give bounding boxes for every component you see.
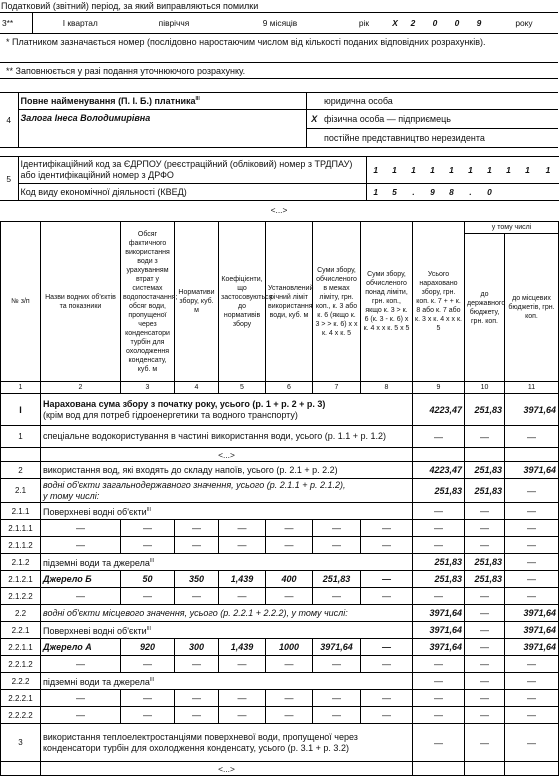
payer-opt2[interactable]: фізична особа — підприємець: [322, 110, 558, 129]
value-cell: 400: [266, 571, 313, 588]
value-cell: —: [175, 588, 219, 605]
code-digit: 1: [423, 157, 442, 184]
value-cell: —: [175, 656, 219, 673]
row-number: 2.1.2: [1, 554, 41, 571]
amount-cell: [413, 448, 465, 462]
value-cell: —: [175, 537, 219, 554]
main-table: [0, 221, 559, 776]
amount-cell: —: [413, 690, 465, 707]
row-description: Джерело Б: [41, 571, 121, 588]
amount-cell: —: [465, 588, 505, 605]
row-number: 2.2.1.2: [1, 656, 41, 673]
amount-cell: —: [465, 622, 505, 639]
col-number: 4: [175, 382, 219, 394]
ids-row-num: 5: [0, 157, 18, 201]
amount-cell: —: [505, 537, 559, 554]
row-description: —: [41, 707, 121, 724]
amount-cell: 3971,64: [413, 639, 465, 656]
value-cell: —: [121, 520, 175, 537]
row-description: —: [41, 656, 121, 673]
amount-cell: —: [465, 605, 505, 622]
ids-kved-label: Код виду економічної діяльності (КВЕД): [18, 184, 366, 201]
amount-cell: —: [505, 571, 559, 588]
col-number: 10: [465, 382, 505, 394]
value-cell: —: [266, 707, 313, 724]
row-number: I: [1, 394, 41, 426]
row-description: [41, 462, 413, 479]
amount-cell: [413, 762, 465, 776]
value-cell: —: [361, 707, 413, 724]
row-description: [41, 479, 413, 503]
col-header: Установлений річний ліміт використання води, куб. м: [266, 222, 313, 382]
value-cell: —: [175, 707, 219, 724]
amount-cell: 251,83: [465, 571, 505, 588]
amount-cell: 3971,64: [505, 462, 559, 479]
col-header: Назви водних об'єктів та показники: [41, 222, 121, 382]
period-half[interactable]: півріччя: [158, 18, 190, 28]
amount-cell: —: [505, 554, 559, 571]
row-number: 2.1: [1, 479, 41, 503]
col-number: 8: [361, 382, 413, 394]
value-cell: —: [361, 690, 413, 707]
year-digit: 2: [410, 18, 416, 28]
row-description-subtext: у тому числі:: [43, 490, 100, 501]
table-row: [1, 479, 559, 503]
amount-cell: 4223,47: [413, 394, 465, 426]
row-description: [41, 554, 413, 571]
amount-cell: —: [505, 707, 559, 724]
value-cell: —: [121, 656, 175, 673]
footnote-mark: III: [149, 676, 155, 683]
value-cell: —: [175, 690, 219, 707]
payer-name-label-text: Повне найменування (П. І. Б.) платника: [20, 96, 196, 106]
row-number: 2: [1, 462, 41, 479]
row-description-text: водні об'єкти місцевого значення, усього (р. 2.2.1 + 2.2.2), у тому числі:: [43, 607, 348, 618]
amount-cell: 3971,64: [505, 622, 559, 639]
value-cell: —: [313, 537, 361, 554]
year-digit: 0: [432, 18, 438, 28]
table-row: [1, 639, 559, 656]
row-description-text: Нарахована сума збору з початку року, усього (р. 1 + р. 2 + р. 3): [43, 398, 326, 409]
value-cell: —: [219, 656, 266, 673]
value-cell: —: [361, 571, 413, 588]
kved-digit: 9: [423, 184, 442, 201]
code-digit: 1: [461, 157, 480, 184]
row-description: —: [41, 588, 121, 605]
amount-cell: 251,83: [465, 394, 505, 426]
col-number: 6: [266, 382, 313, 394]
amount-cell: 3971,64: [413, 605, 465, 622]
amount-cell: —: [465, 426, 505, 448]
amount-cell: 251,83: [465, 479, 505, 503]
period-year-mark[interactable]: X: [392, 18, 398, 28]
col-number: 3: [121, 382, 175, 394]
table-body: [1, 394, 559, 776]
col-number: 9: [413, 382, 465, 394]
row-number: 3: [1, 724, 41, 762]
value-cell: 1,439: [219, 571, 266, 588]
section-ellipsis: <...>: [270, 205, 288, 215]
value-cell: —: [361, 520, 413, 537]
value-cell: —: [361, 588, 413, 605]
amount-cell: —: [413, 537, 465, 554]
amount-cell: —: [505, 503, 559, 520]
note-2: ** Заповнюється у разі подання уточнюючого розрахунку.: [6, 66, 246, 76]
payer-name-label: [18, 93, 306, 110]
value-cell: —: [313, 690, 361, 707]
table-row: [1, 462, 559, 479]
row-description: Джерело А: [41, 639, 121, 656]
amount-cell: —: [505, 479, 559, 503]
amount-cell: —: [465, 537, 505, 554]
amount-cell: —: [465, 707, 505, 724]
table-row: [1, 690, 559, 707]
row-number: 2.1.2.1: [1, 571, 41, 588]
value-cell: —: [313, 707, 361, 724]
row-description-subtext: (крім вод для потреб гідроенергетики та водного транспорту): [43, 409, 298, 420]
row-number: 2.2.2.2: [1, 707, 41, 724]
table-row: [1, 622, 559, 639]
value-cell: —: [219, 520, 266, 537]
note-1: * Платником зазначається номер (послідовно наростаючим числом від кількості поданих відповідних розрахунків).: [6, 37, 486, 47]
value-cell: —: [121, 707, 175, 724]
row-description: [41, 622, 413, 639]
row-description-text: використання вод, які входять до складу напоїв, усього (р. 2.1 + р. 2.2): [43, 464, 338, 475]
period-row: [0, 13, 558, 33]
row-description: [41, 724, 413, 762]
table-row: [1, 503, 559, 520]
amount-cell: —: [413, 724, 465, 762]
col-header: № з/п: [1, 222, 41, 382]
table-row: [1, 605, 559, 622]
amount-cell: —: [505, 724, 559, 762]
amount-cell: —: [413, 588, 465, 605]
col-number: 11: [505, 382, 559, 394]
table-row: [1, 724, 559, 762]
amount-cell: —: [465, 656, 505, 673]
row-description: [41, 394, 413, 426]
amount-cell: 251,83: [413, 479, 465, 503]
amount-cell: [505, 448, 559, 462]
row-description-text: спеціальне водокористування в частині використання води, усього (р. 1.1 + р. 1.2): [43, 431, 387, 441]
kved-digit: 1: [366, 184, 385, 201]
table-row: [1, 673, 559, 690]
col-number: 5: [219, 382, 266, 394]
amount-cell: —: [465, 673, 505, 690]
col-number: 2: [41, 382, 121, 394]
row-description: [41, 605, 413, 622]
kved-digit: 5: [385, 184, 404, 201]
kved-digit: .: [404, 184, 423, 201]
payer-table: [0, 92, 558, 148]
value-cell: 300: [175, 639, 219, 656]
amount-cell: 3971,64: [413, 622, 465, 639]
row-description: [41, 503, 413, 520]
row-number: 2.2.1: [1, 622, 41, 639]
code-digit: 1: [442, 157, 461, 184]
row-description: —: [41, 520, 121, 537]
amount-cell: —: [505, 426, 559, 448]
value-cell: —: [121, 537, 175, 554]
payer-name-value[interactable]: Залога Інеса Володимирівна: [18, 110, 306, 148]
row-number: 2.2.2: [1, 673, 41, 690]
payer-name-sup: III: [195, 96, 200, 102]
in-total-header: у тому числі: [465, 222, 559, 234]
kved-digit: .: [461, 184, 480, 201]
col-header: Усього нараховано збору, грн. коп. к. 7 + + к. 8 або к. 7 або к. 3 x к. 4 x x к. 5: [413, 222, 465, 382]
value-cell: 1000: [266, 639, 313, 656]
value-cell: —: [175, 520, 219, 537]
value-cell: 50: [121, 571, 175, 588]
payer-row-num: 4: [0, 93, 18, 148]
ids-table: [0, 156, 559, 201]
kved-digit: 8: [442, 184, 461, 201]
code-digit: 1: [480, 157, 499, 184]
row-description: [41, 426, 413, 448]
value-cell: —: [121, 690, 175, 707]
code-digit: 1: [404, 157, 423, 184]
value-cell: —: [219, 707, 266, 724]
amount-cell: 251,83: [413, 571, 465, 588]
ellipsis-row: [1, 762, 559, 776]
row-description-text: Поверхневі водні об'єкти: [43, 506, 147, 517]
value-cell: —: [361, 656, 413, 673]
amount-cell: 3971,64: [505, 639, 559, 656]
row-description: —: [41, 690, 121, 707]
value-cell: 3971,64: [313, 639, 361, 656]
col-number: 7: [313, 382, 361, 394]
table-row: [1, 426, 559, 448]
value-cell: —: [219, 537, 266, 554]
period-row-num: 3**: [0, 13, 32, 33]
col-number: 1: [1, 382, 41, 394]
col-header: Обсяг фактичного використання води з урахуванням втрат у системах водопостачання; обсяг води, пропущеної через конденсатори турбін для охолодження конденсату, куб. м: [121, 222, 175, 382]
value-cell: —: [266, 656, 313, 673]
amount-cell: —: [505, 656, 559, 673]
amount-cell: —: [505, 673, 559, 690]
value-cell: —: [313, 656, 361, 673]
code-digit: 1: [366, 157, 385, 184]
row-number: 2.1.2.2: [1, 588, 41, 605]
amount-cell: —: [413, 426, 465, 448]
row-number: 2.2: [1, 605, 41, 622]
value-cell: —: [121, 588, 175, 605]
col-header: до державного бюджету, грн. коп.: [465, 234, 505, 382]
amount-cell: [465, 448, 505, 462]
amount-cell: 251,83: [465, 554, 505, 571]
value-cell: —: [266, 520, 313, 537]
period-year-suffix: року: [515, 18, 533, 28]
amount-cell: [505, 762, 559, 776]
row-description: —: [41, 537, 121, 554]
col-number-row: [1, 382, 559, 394]
amount-cell: —: [413, 503, 465, 520]
code-digit: 1: [518, 157, 537, 184]
value-cell: —: [219, 690, 266, 707]
row-description-text: підземні води та джерела: [43, 676, 150, 687]
table-row: [1, 537, 559, 554]
value-cell: 350: [175, 571, 219, 588]
col-header: Коефіцієнти, що застосовуються до нормативів збору: [219, 222, 266, 382]
col-header: до місцевих бюджетів, грн. коп.: [505, 234, 559, 382]
amount-cell: 3971,64: [505, 605, 559, 622]
col-header: Суми збору, обчисленого понад ліміти, грн. коп., якщо к. 3 > к. 6 (к. 3 - к. 6) x к. 4 x x к. 5 x 5: [361, 222, 413, 382]
table-row: [1, 571, 559, 588]
table-row: [1, 520, 559, 537]
table-row: [1, 656, 559, 673]
amount-cell: —: [413, 656, 465, 673]
code-digit: 1: [537, 157, 559, 184]
row-number: 1: [1, 426, 41, 448]
table-row: [1, 394, 559, 426]
row-number: 2.1.1: [1, 503, 41, 520]
row-ellipsis: <...>: [41, 762, 413, 776]
value-cell: —: [313, 520, 361, 537]
amount-cell: 251,83: [413, 554, 465, 571]
footnote-mark: III: [149, 557, 155, 564]
value-cell: 1,439: [219, 639, 266, 656]
code-digit: 1: [499, 157, 518, 184]
amount-cell: —: [413, 673, 465, 690]
row-description-text: використання теплоелектростанціями поверхневої води, пропущеної через конденсатори турбін для охолодження конденсату, усього (р. 3.1 + р. 3.2): [43, 731, 358, 753]
year-digit: 9: [476, 18, 482, 28]
amount-cell: —: [465, 724, 505, 762]
row-number: 2.2.2.1: [1, 690, 41, 707]
table-row: [1, 588, 559, 605]
payer-opt1[interactable]: юридична особа: [322, 93, 558, 110]
amount-cell: 251,83: [465, 462, 505, 479]
footnote-mark: III: [146, 506, 151, 513]
amount-cell: —: [505, 520, 559, 537]
amount-cell: —: [413, 520, 465, 537]
col-header: Нормативи збору, куб. м: [175, 222, 219, 382]
row-description: [41, 673, 413, 690]
row-description-text: водні об'єкти загальнодержавного значення, усього (р. 2.1.1 + р. 2.1.2),: [43, 479, 346, 490]
value-cell: 920: [121, 639, 175, 656]
period-title: Податковий (звітний) період, за який виправляються помилки: [1, 1, 259, 11]
value-cell: —: [266, 588, 313, 605]
row-number: 2.1.1.1: [1, 520, 41, 537]
value-cell: —: [361, 639, 413, 656]
value-cell: —: [219, 588, 266, 605]
value-cell: —: [266, 537, 313, 554]
kved-digit: [499, 184, 518, 201]
amount-cell: —: [465, 690, 505, 707]
period-year-label: рік: [358, 18, 370, 28]
amount-cell: —: [505, 588, 559, 605]
amount-cell: —: [413, 707, 465, 724]
row-number: [1, 448, 41, 462]
kved-digit: 0: [480, 184, 499, 201]
row-number: 2.1.1.2: [1, 537, 41, 554]
value-cell: 251,83: [313, 571, 361, 588]
amount-cell: —: [465, 520, 505, 537]
amount-cell: 4223,47: [413, 462, 465, 479]
col-header: Суми збору, обчисленого в межах ліміту, грн. коп., к. 3 або к. 6 (якщо к. 3 > > к. 6) x x к. 4 x к. 5: [313, 222, 361, 382]
payer-opt2-mark[interactable]: X: [306, 110, 322, 129]
period-q1[interactable]: I квартал: [62, 18, 98, 28]
table-row: [1, 707, 559, 724]
value-cell: —: [313, 588, 361, 605]
code-digit: 1: [385, 157, 404, 184]
row-ellipsis: <...>: [41, 448, 413, 462]
amount-cell: —: [465, 639, 505, 656]
footnote-mark: III: [146, 625, 151, 632]
ids-code-label: Ідентифікаційний код за ЄДРПОУ (реєстраційний (обліковий) номер з ТРДПАУ) або ідентифікаційний номер з ДРФО: [18, 157, 366, 184]
table-row: [1, 554, 559, 571]
period-nine[interactable]: 9 місяців: [262, 18, 298, 28]
amount-cell: —: [465, 503, 505, 520]
row-description-text: Поверхневі водні об'єкти: [43, 625, 147, 636]
row-description-text: підземні води та джерела: [43, 557, 150, 568]
payer-opt3[interactable]: постійне представництво нерезидента: [322, 129, 558, 148]
value-cell: —: [266, 690, 313, 707]
row-number: 2.2.1.1: [1, 639, 41, 656]
ellipsis-row: [1, 448, 559, 462]
amount-cell: [465, 762, 505, 776]
year-digit: 0: [454, 18, 460, 28]
amount-cell: 3971,64: [505, 394, 559, 426]
amount-cell: —: [505, 690, 559, 707]
row-number: [1, 762, 41, 776]
value-cell: —: [361, 537, 413, 554]
